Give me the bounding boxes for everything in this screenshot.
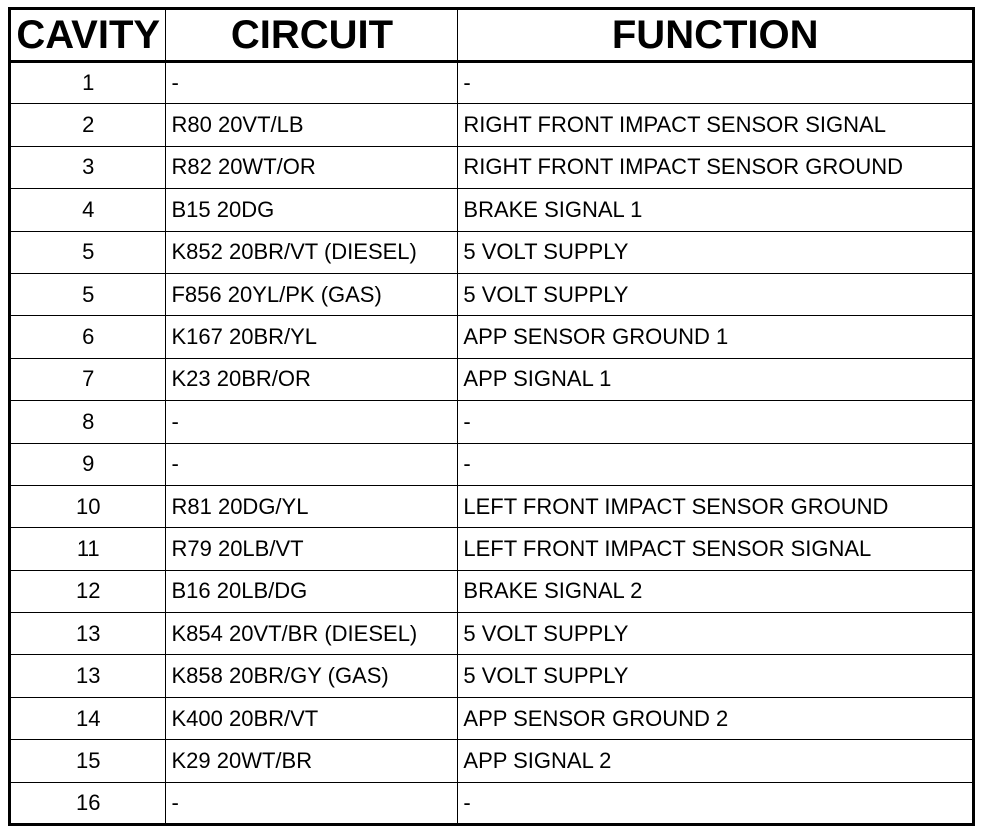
function-cell: 5 VOLT SUPPLY: [458, 655, 974, 697]
circuit-cell: K852 20BR/VT (DIESEL): [166, 231, 458, 273]
cavity-cell: 5: [10, 273, 166, 315]
circuit-cell: -: [166, 782, 458, 824]
circuit-cell: B16 20LB/DG: [166, 570, 458, 612]
cavity-cell: 5: [10, 231, 166, 273]
circuit-cell: R81 20DG/YL: [166, 485, 458, 527]
cavity-cell: 8: [10, 401, 166, 443]
circuit-cell: -: [166, 443, 458, 485]
function-cell: APP SIGNAL 2: [458, 740, 974, 782]
table-row: [10, 104, 974, 146]
circuit-cell: K854 20VT/BR (DIESEL): [166, 613, 458, 655]
table-row: [10, 62, 974, 104]
cavity-cell: 9: [10, 443, 166, 485]
function-cell: APP SENSOR GROUND 1: [458, 316, 974, 358]
cavity-cell: 11: [10, 528, 166, 570]
header-row: [10, 9, 974, 62]
table-row: [10, 316, 974, 358]
table-row: [10, 655, 974, 697]
table-row: [10, 485, 974, 527]
table-row: [10, 443, 974, 485]
function-cell: LEFT FRONT IMPACT SENSOR GROUND: [458, 485, 974, 527]
cavity-cell: 12: [10, 570, 166, 612]
function-cell: BRAKE SIGNAL 1: [458, 189, 974, 231]
cavity-cell: 15: [10, 740, 166, 782]
table-row: [10, 740, 974, 782]
circuit-cell: -: [166, 62, 458, 104]
cavity-cell: 16: [10, 782, 166, 824]
circuit-cell: K400 20BR/VT: [166, 697, 458, 739]
header-circuit: CIRCUIT: [166, 9, 458, 62]
table-row: [10, 613, 974, 655]
cavity-cell: 3: [10, 146, 166, 188]
function-cell: APP SENSOR GROUND 2: [458, 697, 974, 739]
cavity-cell: 10: [10, 485, 166, 527]
table-row: [10, 146, 974, 188]
cavity-cell: 4: [10, 189, 166, 231]
cavity-cell: 1: [10, 62, 166, 104]
header-function: FUNCTION: [458, 9, 974, 62]
function-cell: RIGHT FRONT IMPACT SENSOR SIGNAL: [458, 104, 974, 146]
table-row: [10, 189, 974, 231]
function-cell: -: [458, 782, 974, 824]
function-cell: BRAKE SIGNAL 2: [458, 570, 974, 612]
function-cell: -: [458, 443, 974, 485]
table-row: [10, 358, 974, 400]
table-row: [10, 570, 974, 612]
function-cell: 5 VOLT SUPPLY: [458, 273, 974, 315]
circuit-cell: R79 20LB/VT: [166, 528, 458, 570]
circuit-cell: R82 20WT/OR: [166, 146, 458, 188]
function-cell: LEFT FRONT IMPACT SENSOR SIGNAL: [458, 528, 974, 570]
header-cavity: CAVITY: [10, 9, 166, 62]
cavity-cell: 2: [10, 104, 166, 146]
table-row: [10, 273, 974, 315]
cavity-cell: 7: [10, 358, 166, 400]
cavity-cell: 14: [10, 697, 166, 739]
circuit-cell: K858 20BR/GY (GAS): [166, 655, 458, 697]
circuit-cell: R80 20VT/LB: [166, 104, 458, 146]
table-row: [10, 401, 974, 443]
table-body: [10, 62, 974, 825]
cavity-cell: 13: [10, 655, 166, 697]
function-cell: RIGHT FRONT IMPACT SENSOR GROUND: [458, 146, 974, 188]
function-cell: -: [458, 401, 974, 443]
cavity-cell: 6: [10, 316, 166, 358]
function-cell: 5 VOLT SUPPLY: [458, 231, 974, 273]
table-row: [10, 528, 974, 570]
circuit-cell: -: [166, 401, 458, 443]
table-row: [10, 782, 974, 824]
table-row: [10, 231, 974, 273]
circuit-cell: F856 20YL/PK (GAS): [166, 273, 458, 315]
function-cell: -: [458, 62, 974, 104]
connector-pinout-table: [8, 7, 975, 826]
circuit-cell: K23 20BR/OR: [166, 358, 458, 400]
function-cell: APP SIGNAL 1: [458, 358, 974, 400]
function-cell: 5 VOLT SUPPLY: [458, 613, 974, 655]
table-header: [10, 9, 974, 62]
circuit-cell: K167 20BR/YL: [166, 316, 458, 358]
circuit-cell: K29 20WT/BR: [166, 740, 458, 782]
circuit-cell: B15 20DG: [166, 189, 458, 231]
table-row: [10, 697, 974, 739]
cavity-cell: 13: [10, 613, 166, 655]
